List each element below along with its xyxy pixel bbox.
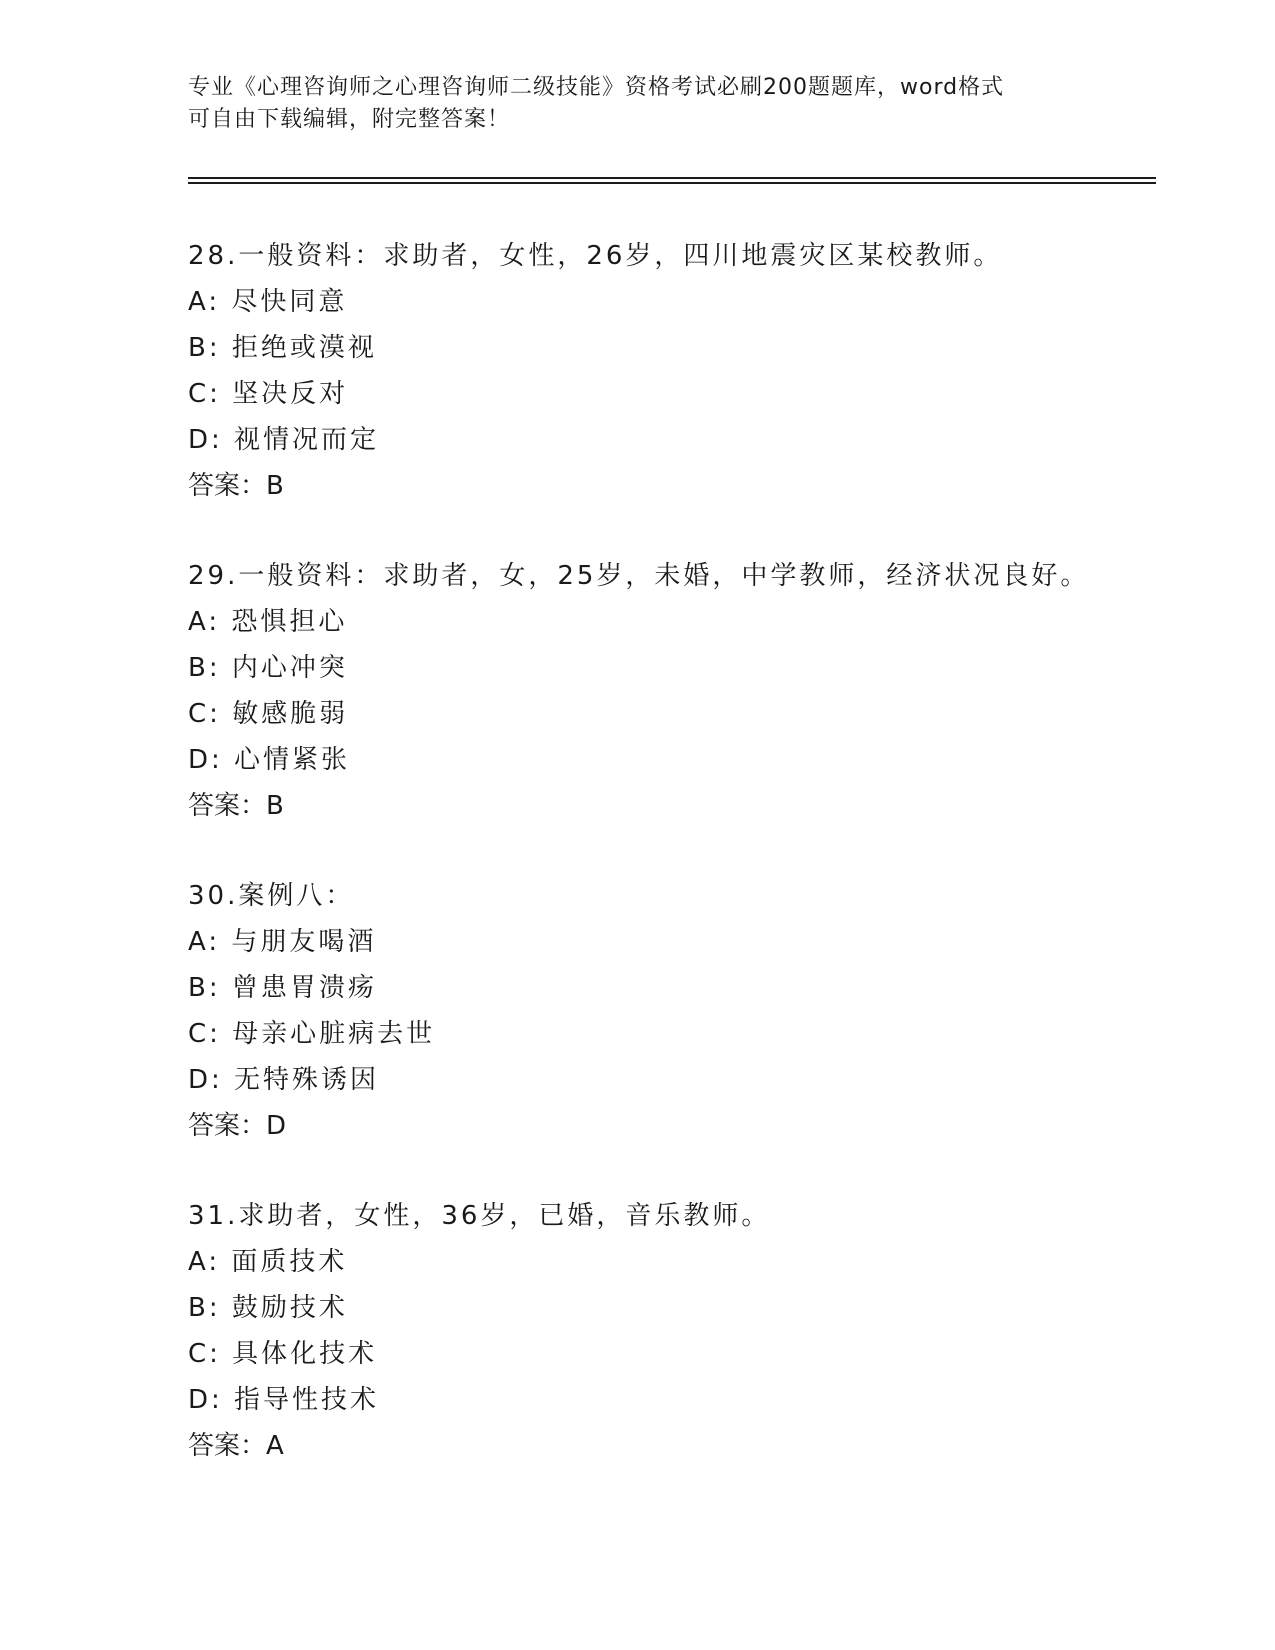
- header-divider-top: [188, 177, 1156, 179]
- option-a: A: 恐惧担心: [188, 607, 348, 637]
- option-b: B: 鼓励技术: [188, 1293, 348, 1323]
- option-a: A: 与朋友喝酒: [188, 927, 377, 957]
- header-divider-bottom: [188, 182, 1156, 184]
- option-a: A: 面质技术: [188, 1247, 348, 1277]
- option-c: C: 坚决反对: [188, 379, 349, 409]
- question-30: [188, 873, 1188, 1149]
- option-b: B: 曾患胃溃疡: [188, 973, 377, 1003]
- document-header: [188, 72, 1088, 136]
- answer-line: 答案：A: [188, 1431, 284, 1461]
- question-stem: 30.案例八：: [188, 881, 355, 911]
- header-line-1: 专业《心理咨询师之心理咨询师二级技能》资格考试必刷200题题库，word格式: [188, 75, 1005, 100]
- answer-line: 答案：B: [188, 471, 284, 501]
- header-line-2: 可自由下载编辑，附完整答案！: [188, 107, 511, 132]
- option-c: C: 敏感脆弱: [188, 699, 349, 729]
- question-29: [188, 553, 1188, 829]
- option-b: B: 拒绝或漠视: [188, 333, 377, 363]
- question-stem: 29.一般资料：求助者，女，25岁，未婚，中学教师，经济状况良好。: [188, 561, 1090, 591]
- option-d: D: 指导性技术: [188, 1385, 380, 1415]
- question-31: [188, 1193, 1188, 1469]
- answer-line: 答案：D: [188, 1111, 287, 1141]
- answer-line: 答案：B: [188, 791, 284, 821]
- option-a: A: 尽快同意: [188, 287, 348, 317]
- option-d: D: 心情紧张: [188, 745, 351, 775]
- option-b: B: 内心冲突: [188, 653, 348, 683]
- question-stem: 28.一般资料：求助者，女性，26岁，四川地震灾区某校教师。: [188, 241, 1003, 271]
- question-28: [188, 233, 1188, 509]
- option-d: D: 视情况而定: [188, 425, 380, 455]
- option-c: C: 具体化技术: [188, 1339, 378, 1369]
- question-stem: 31.求助者，女性，36岁，已婚，音乐教师。: [188, 1201, 771, 1231]
- option-d: D: 无特殊诱因: [188, 1065, 380, 1095]
- option-c: C: 母亲心脏病去世: [188, 1019, 436, 1049]
